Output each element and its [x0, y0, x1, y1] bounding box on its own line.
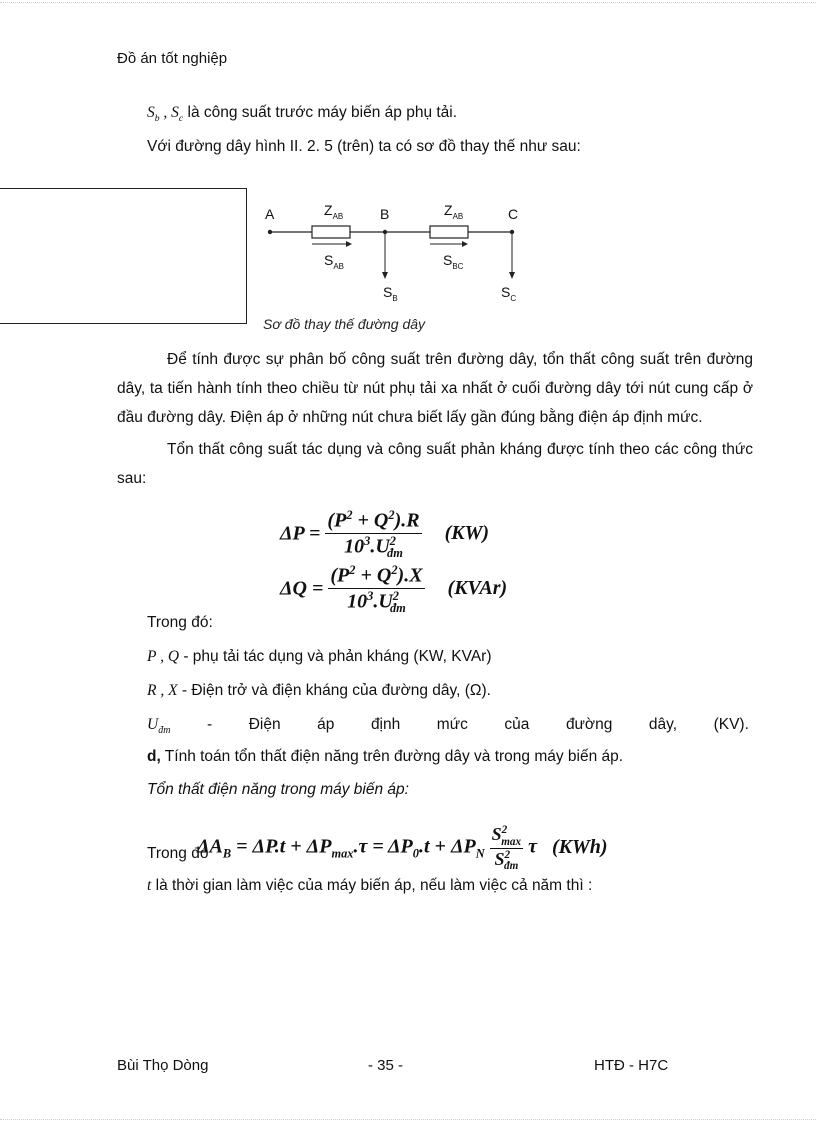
footer-page-number: - 35 -	[368, 1057, 404, 1074]
section-d-heading: d, Tính toán tổn thất điện năng trên đường dây và trong máy biến áp.	[147, 748, 624, 765]
time-definition: t là thời gian làm việc của máy biến áp, nếu làm việc cả năm thì :	[147, 877, 593, 894]
formula-energy-fraction: $\frac{S^2_{max}}{S^2_{đm}}$	[491, 824, 522, 873]
flow-ab-label: $S_{AB}$	[324, 252, 345, 271]
node-a-dot	[268, 230, 272, 234]
vars-separator: ,	[159, 104, 172, 121]
formula-delta-q: ΔQ = $\frac{(P^2 + Q^2).X}{10^3.U^2_{đm}}$ (KVAr)	[280, 563, 508, 616]
page-header-title: Đồ án tốt nghiệp	[117, 50, 228, 67]
blank-frame	[0, 188, 247, 324]
unit-kvar: (KVAr)	[447, 577, 508, 600]
paragraph-power-distribution: Để tính được sự phân bố công suất trên đường dây, tổn thất công suất trên đường dây, ta tiến hành tính theo chiều từ nút phụ tải xa nhất ở cuối đường dây tới nút cung cấp ở đầu đường dây. Điện áp ở những nút chưa biết lấy gần đúng bằng điện áp định mức.	[117, 351, 753, 426]
impedance-ab-box	[312, 226, 350, 238]
load-powers-desc: là công suất trước máy biến áp phụ tải.	[183, 104, 458, 121]
impedance-bc-label: $Z_{AB}$	[444, 202, 464, 221]
rx-definition: R , X - Điện trở và điện kháng của đường dây, (Ω).	[147, 682, 491, 699]
footer-author: Bùi Thọ Dòng	[117, 1057, 209, 1074]
footer-code: HTĐ - H7C	[594, 1057, 669, 1074]
formula-delta-p: ΔP = $\frac{(P^2 + Q^2).R}{10^3.U^2_{đm}}$ (KW)	[280, 508, 490, 561]
formula-energy-loss: $\Delta A_B = \Delta P.t + \Delta P_{max}.\tau = \Delta P_0.t + \Delta P_N$ $\frac{S^2_{max}}{S^2_{đm}}$ τ (KWh)	[197, 824, 608, 873]
formula-delta-p-fraction: $\frac{(P^2 + Q^2).R}{10^3.U^2_{đm}}$	[327, 508, 420, 561]
page-edge-bottom	[0, 1119, 816, 1120]
energy-loss-subheading: Tổn thất điện năng trong máy biến áp:	[147, 781, 409, 798]
load-b-label: $S_B$	[383, 284, 398, 303]
flow-bc-label: $S_{BC}$	[443, 252, 464, 271]
pq-definition: P , Q - phụ tải tác dụng và phản kháng (KW, KVAr)	[147, 648, 492, 665]
impedance-bc-box	[430, 226, 468, 238]
node-b-label: B	[380, 206, 390, 222]
where-label: Trong đó:	[147, 614, 213, 631]
page-edge-top	[0, 2, 816, 3]
load-c-label: $S_C$	[501, 284, 517, 303]
paragraph-loss-formulas: Tổn thất công suất tác dụng và công suất phản kháng được tính theo các công thức sau:	[117, 441, 753, 487]
node-a-label: A	[265, 206, 275, 222]
u-symbol: $U_{đm}$	[147, 716, 171, 737]
node-c-label: C	[508, 206, 519, 222]
formula-delta-q-fraction: $\frac{(P^2 + Q^2).X}{10^3.U^2_{đm}}$	[330, 563, 423, 616]
unit-kw: (KW)	[444, 522, 490, 545]
load-powers-line: $S_b$ , $S_c$ là công suất trước máy biến áp phụ tải.	[147, 104, 458, 125]
impedance-ab-label: $Z_{AB}$	[324, 202, 344, 221]
equivalent-circuit-diagram	[0, 188, 816, 338]
overlap-where-label: Trong đó	[147, 845, 209, 862]
intro-line: Với đường dây hình II. 2. 5 (trên) ta có sơ đồ thay thế như sau:	[147, 138, 581, 155]
u-definition: $U_{đm}$ - Điện áp định mức của đường dây, (KV).	[147, 716, 749, 737]
diagram-caption: Sơ đồ thay thế đường dây	[263, 316, 426, 332]
